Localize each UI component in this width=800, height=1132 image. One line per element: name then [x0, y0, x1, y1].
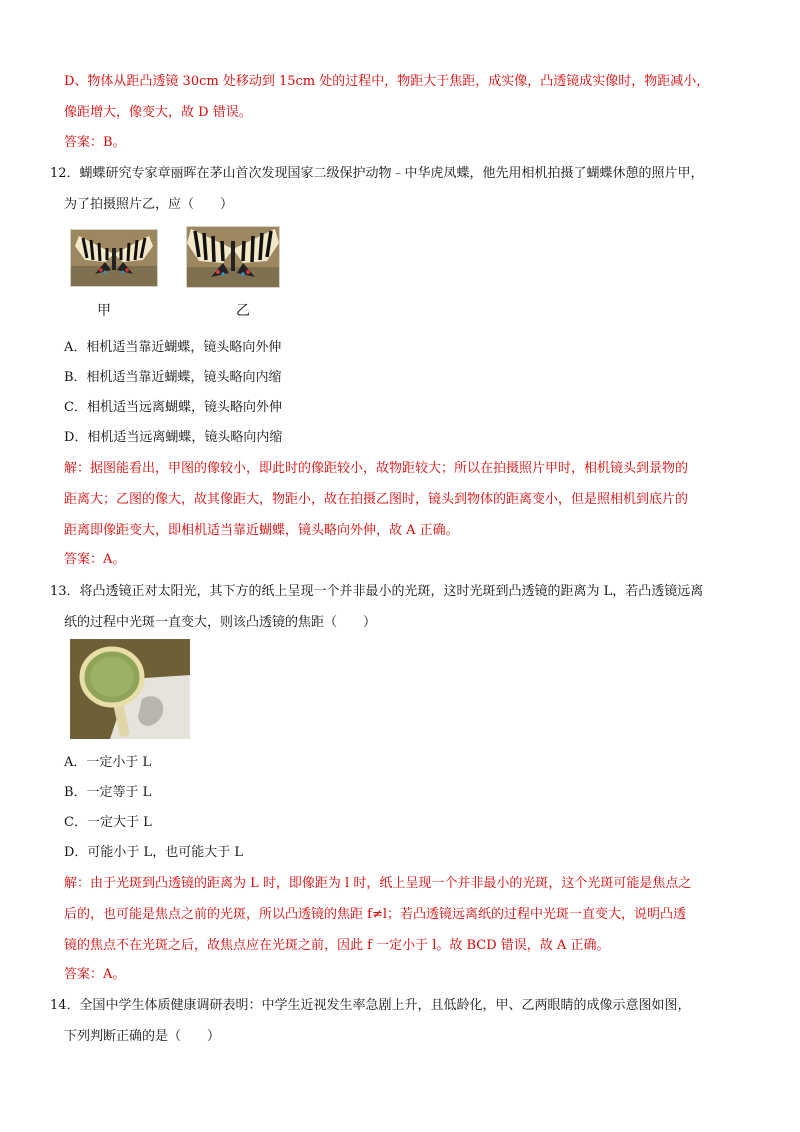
caption-jia: 甲	[97, 303, 111, 319]
explanation-d-line-2: 像距增大，像变大，故 D 错误。	[64, 105, 252, 120]
q13-solution-line-1: 解：由于光斑到凸透镜的距离为 L 时，即像距为 l 时，纸上呈现一个并非最小的光斑，这个光斑可能是焦点之	[64, 876, 692, 891]
butterfly-photo-yi	[186, 226, 280, 288]
q12-option-b: B．相机适当靠近蝴蝶，镜头略向内缩	[64, 370, 282, 385]
answer-12: 答案：A。	[64, 552, 126, 567]
q13-solution-line-3: 镜的焦点不在光斑之后，故焦点应在光斑之前，因此 f 一定小于 l。故 BCD 错误，故 A 正确。	[64, 938, 610, 953]
question-13-line-2: 纸的过程中光斑一直变大，则该凸透镜的焦距（ ）	[64, 615, 377, 630]
q13-solution-line-2: 后的，也可能是焦点之前的光斑，所以凸透镜的焦距 f≠l；若凸透镜远离纸的过程中光斑一直变大，说明凸透	[64, 907, 686, 922]
question-12-line-1: 12．蝴蝶研究专家章丽晖在茅山首次发现国家二级保护动物﹣中华虎凤蝶，他先用相机拍摄了蝴蝶休憩的照片甲，	[50, 166, 704, 181]
q13-option-c: C．一定大于 L	[64, 815, 152, 830]
question-12-line-2: 为了拍摄照片乙，应（ ）	[64, 197, 234, 212]
explanation-d-line-1: D、物体从距凸透镜 30cm 处移动到 15cm 处的过程中，物距大于焦距，成实像，凸透镜成实像时，物距减小，	[64, 74, 710, 89]
caption-yi: 乙	[236, 303, 250, 319]
answer-13: 答案：A。	[64, 967, 126, 982]
q13-option-a: A．一定小于 L	[64, 755, 152, 770]
q12-option-d: D．相机适当远离蝴蝶，镜头略向内缩	[64, 430, 283, 445]
q12-option-c: C．相机适当远离蝴蝶，镜头略向外伸	[64, 400, 282, 415]
q12-solution-line-1: 解：据图能看出，甲图的像较小，即此时的像距较小，故物距较大；所以在拍摄照片甲时，相机镜头到景物的	[64, 461, 689, 476]
magnifier-photo	[70, 639, 190, 739]
q12-solution-line-2: 距离大；乙图的像大，故其像距大，物距小，故在拍摄乙图时，镜头到物体的距离变小，但是照相机到底片的	[64, 492, 689, 507]
q13-option-d: D．可能小于 L，也可能大于 L	[64, 845, 243, 860]
question-14-line-2: 下列判断正确的是（ ）	[64, 1029, 221, 1044]
answer-11: 答案：B。	[64, 135, 126, 150]
q13-option-b: B．一定等于 L	[64, 785, 152, 800]
q12-option-a: A．相机适当靠近蝴蝶，镜头略向外伸	[64, 340, 282, 355]
question-13-line-1: 13．将凸透镜正对太阳光，其下方的纸上呈现一个并非最小的光斑，这时光斑到凸透镜的距离为 L，若凸透镜远离	[50, 584, 704, 599]
q12-solution-line-3: 距离即像距变大，即相机适当靠近蝴蝶，镜头略向外伸，故 A 正确。	[64, 523, 459, 538]
question-14-line-1: 14．全国中学生体质健康调研表明：中学生近视发生率急剧上升，且低龄化，甲、乙两眼睛的成像示意图如图，	[50, 998, 691, 1013]
butterfly-photo-jia	[70, 229, 158, 287]
